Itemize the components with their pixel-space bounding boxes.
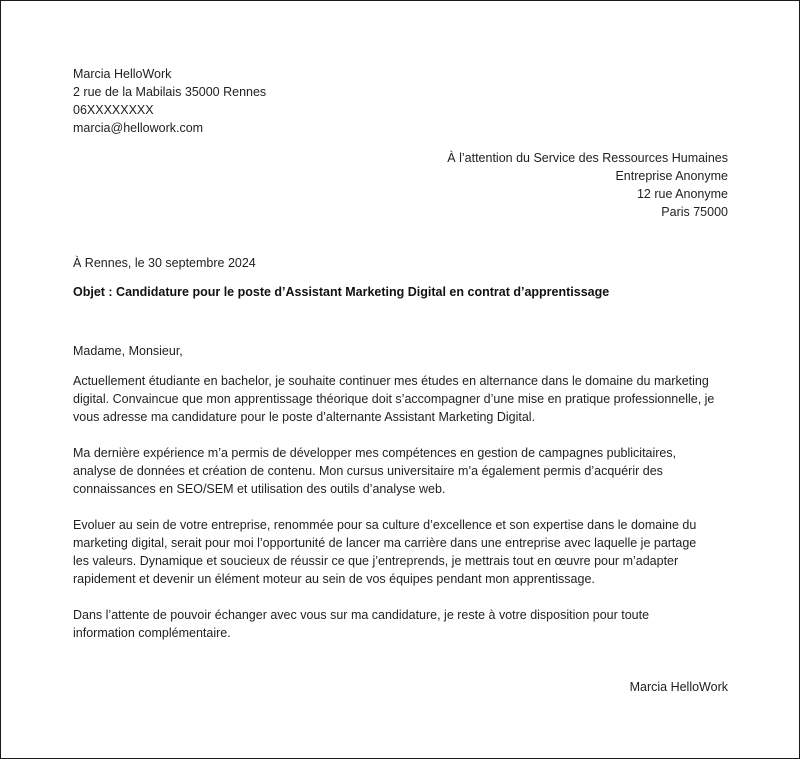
recipient-block [447,149,728,221]
paragraph-line: connaissances en SEO/SEM et utilisation des outils d’analyse web. [73,482,446,496]
paragraph-line: Ma dernière expérience m’a permis de développer mes compétences en gestion de campagnes publicitaires, [73,446,677,460]
paragraph-line: information complémentaire. [73,626,231,640]
sender-phone: 06XXXXXXXX [73,103,154,117]
paragraph-line: vous adresse ma candidature pour le poste d’alternante Assistant Marketing Digital. [73,410,536,424]
paragraph [73,444,733,498]
sender-name: Marcia HelloWork [73,67,172,81]
paragraph [73,516,733,588]
paragraph-line: Evoluer au sein de votre entreprise, renommée pour sa culture d’excellence et son expertise dans le domaine du [73,518,697,532]
paragraph-line: marketing digital, serait pour moi l’opportunité de lancer ma carrière dans une entreprise avec laquelle je partage [73,536,697,550]
paragraph-line: digital. Convaincue que mon apprentissage théorique doit s’accompagner d’une mise en pratique professionnelle, je [73,392,715,406]
paragraph-line: rapidement et devenir un élément moteur au sein de vos équipes pendant mon apprentissage. [73,572,595,586]
letter-subject: Objet : Candidature pour le poste d’Assistant Marketing Digital en contrat d’apprentissage [73,285,610,299]
recipient-street: 12 rue Anonyme [636,187,728,201]
paragraph [73,372,733,426]
place-date: À Rennes, le 30 septembre 2024 [73,256,256,270]
recipient-city: Paris 75000 [661,205,728,219]
sender-email: marcia@hellowork.com [73,121,204,135]
sender-block [73,65,266,137]
signature: Marcia HelloWork [629,680,728,694]
recipient-attention: À l’attention du Service des Ressources Humaines [447,151,728,165]
paragraph-line: Dans l’attente de pouvoir échanger avec vous sur ma candidature, je reste à votre disposition pour toute [73,608,650,622]
paragraph [73,606,733,642]
paragraph-line: analyse de données et création de contenu. Mon cursus universitaire m’a également permis d’acquérir des [73,464,663,478]
sender-address: 2 rue de la Mabilais 35000 Rennes [73,85,267,99]
recipient-company: Entreprise Anonyme [615,169,728,183]
salutation: Madame, Monsieur, [73,344,183,358]
paragraph-line: Actuellement étudiante en bachelor, je souhaite continuer mes études en alternance dans le domaine du marketing [73,374,709,388]
paragraph-line: les valeurs. Dynamique et soucieux de réussir ce que j’entreprends, je mettrais tout en œuvre pour m’adapter [73,554,679,568]
